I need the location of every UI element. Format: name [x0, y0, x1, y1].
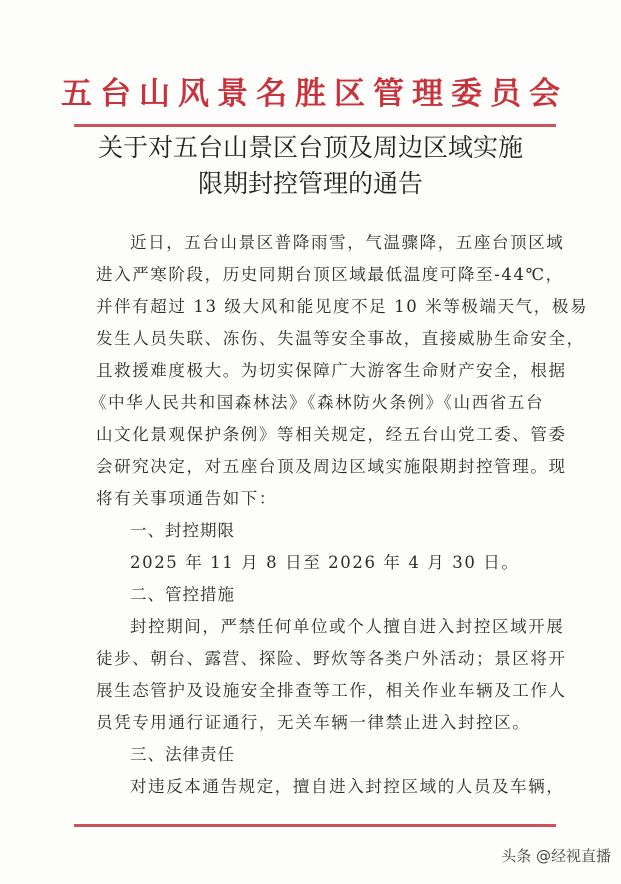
body-line: 近日，五台山景区普降雨雪，气温骤降，五座台顶区域 [130, 233, 565, 252]
footer-red-rule [74, 824, 556, 827]
organization-title: 五台山风景名胜区管理委员会 [61, 76, 568, 112]
body-line: 封控期间，严禁任何单位或个人擅自进入封控区域开展 [130, 617, 565, 636]
body-line: 将有关事项通告如下： [96, 489, 277, 508]
body-line: 进入严寒阶段，历史同期台顶区域最低温度可降至-44℃， [96, 265, 564, 284]
body-line: 员凭专用通行证通行，无关车辆一律禁止进入封控区。 [96, 713, 531, 732]
body-line: 发生人员失联、冻伤、失温等安全事故，直接威胁生命安全， [96, 329, 585, 348]
body-line: 并伴有超过 13 级大风和能见度不足 10 米等极端天气，极易 [96, 297, 589, 316]
section-heading-legal: 三、法律责任 [130, 745, 235, 764]
header-red-rule [74, 124, 556, 127]
body-line: 对违反本通告规定，擅自进入封控区域的人员及车辆， [130, 777, 565, 796]
notice-title-line-1: 关于对五台山景区台顶及周边区域实施 [97, 133, 523, 162]
notice-title-line-2: 限期封控管理的通告 [197, 169, 423, 198]
body-line: 山文化景观保护条例》等相关规定，经五台山党工委、管委 [96, 425, 567, 444]
body-line: 会研究决定，对五座台顶及周边区域实施限期封控管理。现 [96, 457, 567, 476]
section-content-period: 2025 年 11 月 8 日至 2026 年 4 月 30 日。 [130, 553, 520, 572]
body-line: 《中华人民共和国森林法》《森林防火条例》《山西省五台 [90, 393, 545, 412]
section-heading-period: 一、封控期限 [130, 521, 235, 540]
notice-title [0, 130, 621, 202]
source-watermark: 头条 @经视直播 [501, 847, 611, 865]
body-line: 展生态管护及设施安全排查等工作，相关作业车辆及工作人 [96, 681, 567, 700]
section-heading-measures: 二、管控措施 [130, 585, 235, 604]
body-line: 且救援难度极大。为切实保障广大游客生命财产安全，根据 [96, 361, 567, 380]
body-line: 徒步、朝台、露营、探险、野炊等各类户外活动；景区将开 [96, 649, 567, 668]
